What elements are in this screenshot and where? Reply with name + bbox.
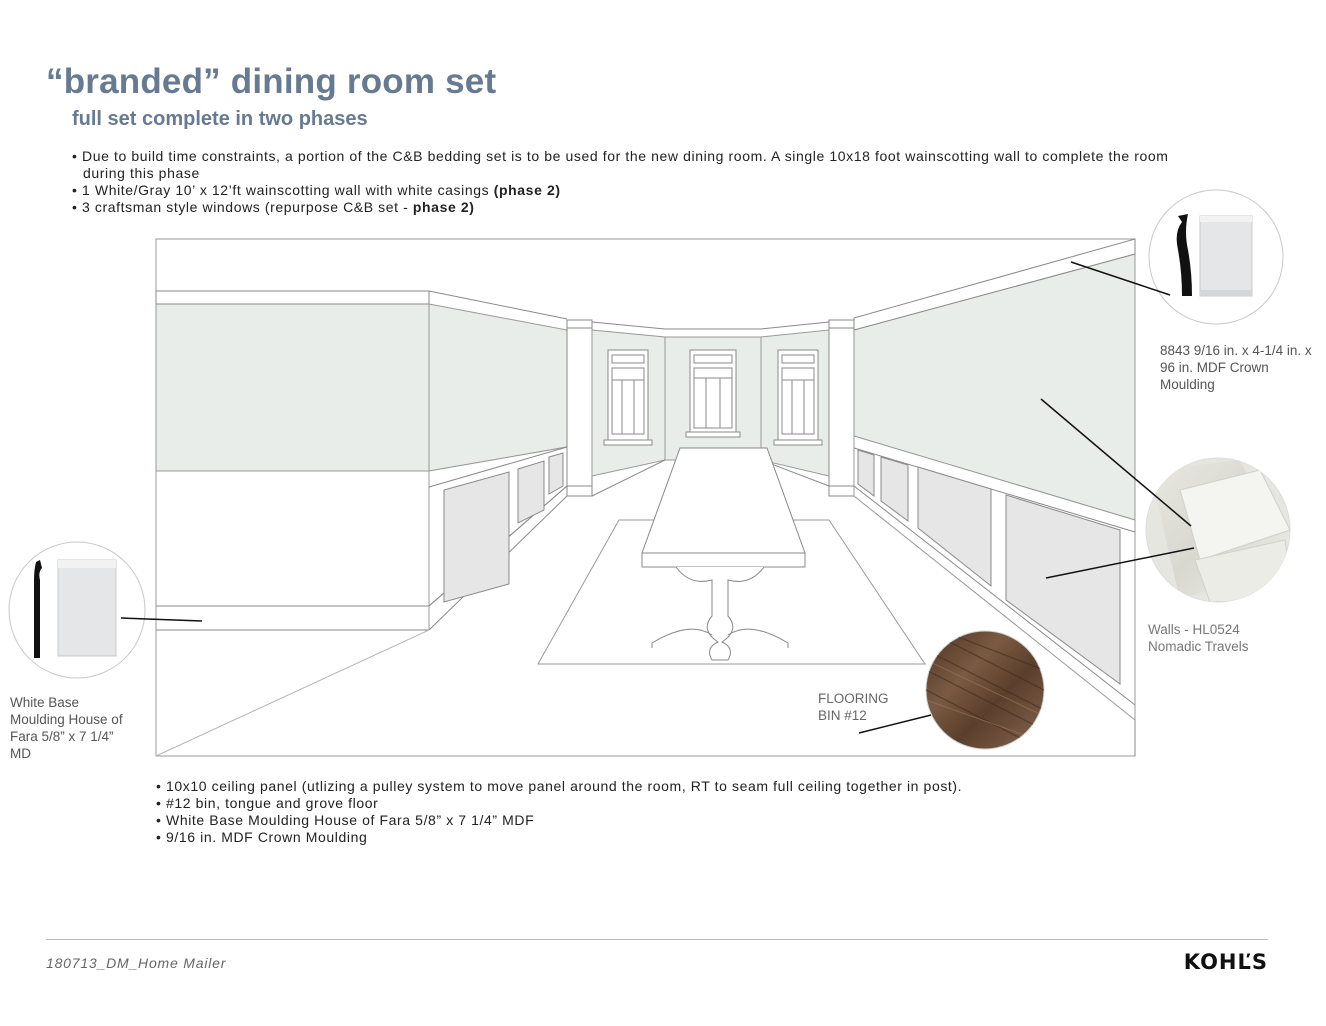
kohls-logo: KOHĽS bbox=[1183, 950, 1268, 974]
crown-moulding-caption: 8843 9/16 in. x 4-1/4 in. x 96 in. MDF Crown Moulding bbox=[1160, 343, 1312, 392]
footer-document-id: 180713_DM_Home Mailer bbox=[46, 955, 227, 971]
design-note: • 1 White/Gray 10’ x 12’ft wainscotting wall with white casings (phase 2) bbox=[72, 182, 1212, 199]
flooring-swatch bbox=[926, 631, 1044, 749]
left-wall bbox=[156, 304, 429, 471]
left-angled-wall bbox=[429, 304, 567, 471]
left-crown-moulding bbox=[156, 291, 429, 304]
specification-item: • 10x10 ceiling panel (utlizing a pulley system to move panel around the room, RT to seam full ceiling together in post). bbox=[156, 778, 1156, 795]
design-note: • Due to build time constraints, a portion of the C&B bedding set is to be used for the new dining room. A single 10x18 foot wainscotting wall to complete the room during this phase bbox=[72, 148, 1212, 182]
footer-divider bbox=[46, 939, 1268, 940]
walls-caption: Walls - HL0524 Nomadic Travels bbox=[1148, 622, 1249, 654]
flooring-caption: FLOORING BIN #12 bbox=[818, 691, 889, 723]
right-pilaster bbox=[829, 320, 854, 496]
specification-list bbox=[156, 778, 1156, 846]
left-pilaster bbox=[567, 320, 592, 496]
page-title: “branded” dining room set bbox=[46, 62, 497, 101]
craftsman-window bbox=[690, 350, 736, 432]
page-subtitle: full set complete in two phases bbox=[72, 108, 368, 130]
base-moulding-caption: White Base Moulding House of Fara 5/8” x 7 1/4” MD bbox=[10, 695, 123, 761]
design-note: • 3 craftsman style windows (repurpose C&B set - phase 2) bbox=[72, 199, 1212, 216]
specification-item: • #12 bin, tongue and grove floor bbox=[156, 795, 1156, 812]
specification-item: • 9/16 in. MDF Crown Moulding bbox=[156, 829, 1156, 846]
wainscot-panel bbox=[444, 472, 509, 602]
specification-item: • White Base Moulding House of Fara 5/8” x 7 1/4” MDF bbox=[156, 812, 1156, 829]
